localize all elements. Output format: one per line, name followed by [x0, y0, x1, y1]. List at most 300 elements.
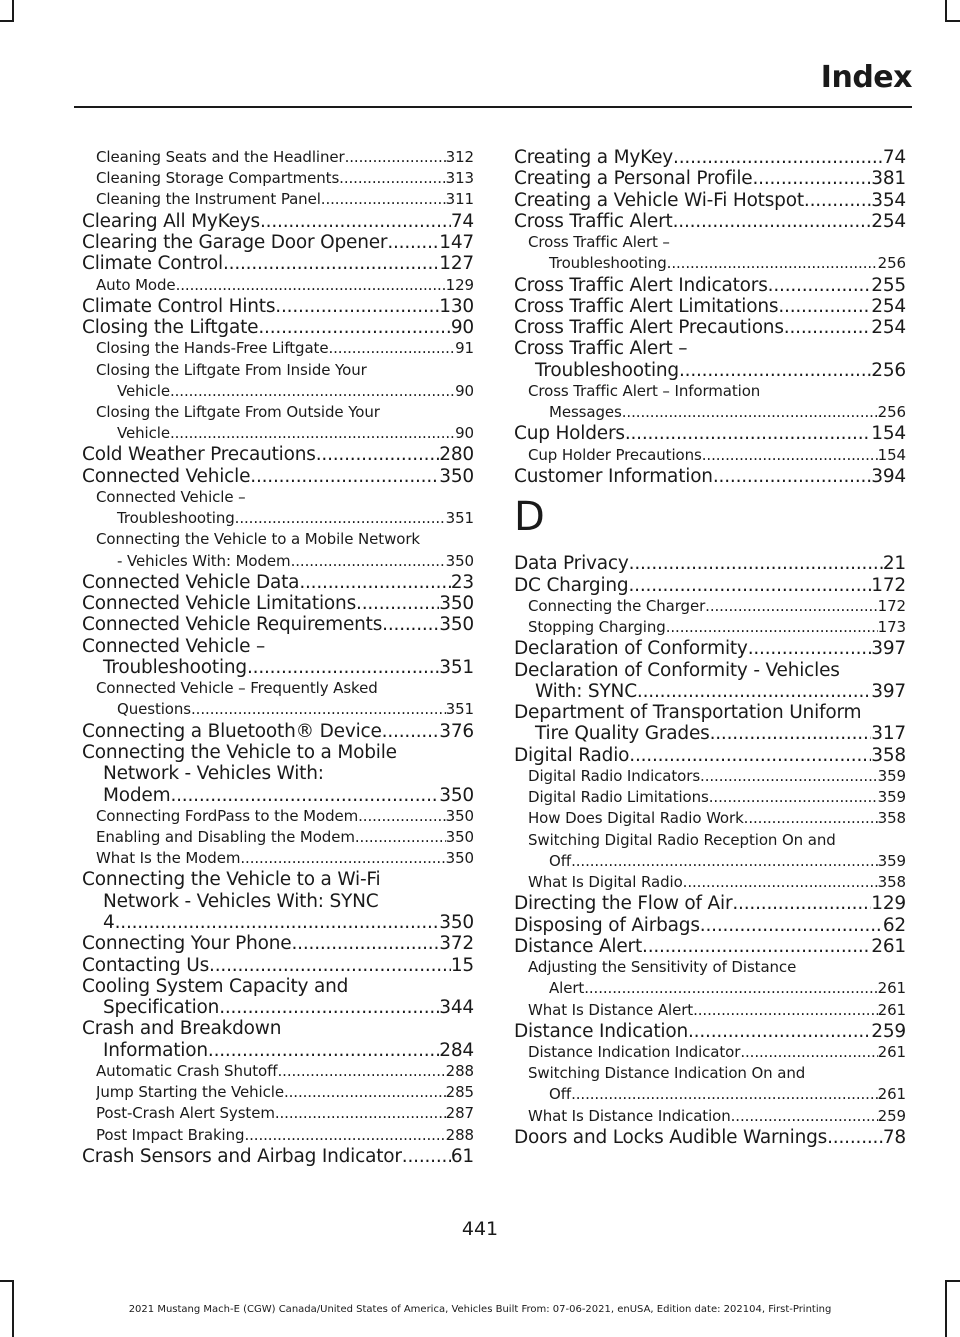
- index-entry-text: Cross Traffic Alert –: [514, 338, 688, 360]
- crop-mark: [945, 0, 947, 20]
- crop-mark: [0, 1280, 14, 1282]
- index-entry-row: [96, 338, 474, 359]
- index-entry-row: [514, 147, 906, 168]
- index-page-ref: 259: [877, 1106, 906, 1125]
- index-entry: [514, 660, 906, 703]
- index-page-ref: 256: [877, 403, 906, 422]
- page-title: Index: [820, 60, 912, 95]
- index-page-ref: 147: [439, 231, 474, 253]
- dot-leader: [784, 317, 872, 338]
- dot-leader: [629, 553, 883, 574]
- dot-leader: [629, 745, 871, 766]
- dot-leader: [219, 997, 439, 1018]
- index-entry: [514, 915, 906, 936]
- index-entry-text: Clearing All MyKeys: [82, 210, 260, 232]
- index-entry: [514, 296, 906, 317]
- index-entry-text: Digital Radio Limitations: [528, 788, 709, 807]
- index-entry-row: [96, 381, 474, 402]
- dot-leader: [250, 466, 439, 487]
- index-page-ref: 284: [439, 1039, 474, 1061]
- index-entry: [82, 572, 474, 593]
- index-entry-row: [82, 211, 474, 232]
- index-page-ref: 261: [871, 935, 906, 957]
- index-page-ref: 129: [445, 275, 474, 294]
- dot-leader: [170, 381, 455, 402]
- index-page-ref: 90: [455, 381, 474, 400]
- index-subentry: [514, 872, 906, 893]
- index-entry-row: [528, 978, 906, 999]
- dot-leader: [258, 317, 451, 338]
- dot-leader: [673, 211, 872, 232]
- index-page-ref: 261: [877, 1043, 906, 1062]
- index-section-letter: D: [514, 494, 545, 541]
- index-entry-row: [96, 168, 474, 189]
- index-page-ref: 350: [439, 912, 474, 933]
- dot-leader: [700, 766, 878, 787]
- index-entry-row: [528, 617, 906, 638]
- index-entry: [82, 232, 474, 253]
- index-entry-text: Connecting Your Phone: [82, 933, 292, 955]
- index-entry-text: 4: [103, 912, 115, 933]
- index-page-ref: 74: [450, 210, 474, 232]
- index-entry: [82, 466, 474, 487]
- index-entry-row: [96, 1103, 474, 1124]
- dot-leader: [358, 806, 446, 827]
- index-entry-text: Enabling and Disabling the Modem: [96, 828, 355, 846]
- index-entry-text: Crash Sensors and Airbag Indicator: [82, 1145, 402, 1167]
- index-entry-row: [514, 553, 906, 574]
- index-page-ref: 344: [439, 997, 474, 1019]
- index-entry-text: Troubleshooting: [549, 254, 667, 273]
- index-entry: [514, 1021, 906, 1042]
- index-page-ref: 280: [439, 444, 474, 466]
- index-entry-row: [82, 933, 474, 954]
- index-entry-row: [528, 445, 906, 466]
- dot-leader: [291, 933, 439, 954]
- index-entry-row: [82, 253, 474, 274]
- index-page-ref: 359: [877, 851, 906, 870]
- index-entry-row: [82, 614, 474, 635]
- dot-leader: [316, 444, 440, 465]
- dot-leader: [223, 253, 439, 274]
- dot-leader: [382, 721, 440, 742]
- index-entry: [514, 211, 906, 232]
- index-entry-text: Cross Traffic Alert –: [528, 233, 670, 252]
- dot-leader: [321, 189, 446, 210]
- index-column-left: [82, 147, 474, 1167]
- index-entry-text: With: SYNC: [535, 680, 637, 702]
- index-subentry: [514, 830, 906, 872]
- index-entry: [82, 253, 474, 274]
- dot-leader: [209, 955, 451, 976]
- index-page-ref: 172: [871, 574, 906, 596]
- index-entry-text: Cleaning Seats and the Headliner: [96, 148, 345, 166]
- index-page-ref: 359: [877, 767, 906, 786]
- dot-leader: [679, 360, 871, 381]
- index-entry-text: Cross Traffic Alert Precautions: [514, 317, 784, 339]
- index-entry-row: [528, 851, 906, 872]
- index-entry-text: Switching Digital Radio Reception On and: [528, 830, 836, 849]
- index-entry: [514, 1127, 906, 1148]
- index-page-ref: 287: [445, 1104, 474, 1123]
- dot-leader: [284, 1082, 446, 1103]
- index-column-right: [514, 147, 906, 1148]
- index-entry-row: [82, 657, 474, 678]
- index-entry-text: Alert: [549, 979, 585, 998]
- index-entry-row: [528, 808, 906, 829]
- index-entry-text: Disposing of Airbags: [514, 914, 700, 936]
- index-subentry: [514, 766, 906, 787]
- index-entry-text: Cleaning Storage Compartments: [96, 169, 340, 188]
- index-entry-row: [514, 1021, 906, 1042]
- index-entry-row: [514, 745, 906, 766]
- index-entry-text: Automatic Crash Shutoff: [96, 1062, 278, 1081]
- dot-leader: [666, 617, 878, 638]
- index-entry-text: Crash and Breakdown: [82, 1018, 282, 1040]
- index-subentry: [82, 487, 474, 529]
- dot-leader: [628, 575, 871, 596]
- dot-leader: [170, 785, 439, 806]
- index-entry-row: [96, 848, 474, 869]
- index-entry-text: Contacting Us: [82, 954, 210, 976]
- index-entry-row: [96, 699, 474, 720]
- index-entry: [514, 893, 906, 914]
- index-entry-row: [82, 721, 474, 742]
- index-page-ref: 261: [877, 979, 906, 998]
- index-entry-row: [514, 466, 906, 487]
- index-entry: [82, 593, 474, 614]
- dot-leader: [291, 551, 446, 572]
- index-entry-text: What Is Digital Radio: [528, 873, 683, 892]
- index-entry: [514, 553, 906, 574]
- index-page-ref: 350: [445, 551, 474, 570]
- index-entry-text: Distance Alert: [514, 935, 643, 957]
- index-entry-row: [514, 575, 906, 596]
- dot-leader: [339, 168, 445, 189]
- dot-leader: [191, 699, 446, 720]
- index-entry: [514, 638, 906, 659]
- index-entry-row: [528, 1106, 906, 1127]
- index-entry-text: Vehicle: [117, 381, 170, 400]
- index-page-ref: 288: [445, 1062, 474, 1081]
- index-page-ref: 15: [450, 954, 474, 976]
- index-subentry: [82, 848, 474, 869]
- dot-leader: [705, 596, 877, 617]
- dot-leader: [804, 190, 871, 211]
- index-entry-text: Digital Radio Indicators: [528, 767, 701, 786]
- index-entry-text: How Does Digital Radio Work: [528, 809, 744, 828]
- index-entry-text: Distance Indication Indicator: [528, 1043, 741, 1062]
- index-entry-row: [82, 444, 474, 465]
- index-entry-text: Connecting a Bluetooth® Device: [82, 720, 382, 742]
- index-entry-row: [528, 253, 906, 274]
- index-page-ref: 372: [439, 933, 474, 955]
- index-entry-text: Connected Vehicle –: [82, 635, 265, 657]
- index-entry: [514, 338, 906, 381]
- index-entry-row: [82, 593, 474, 614]
- index-entry-row: [514, 168, 906, 189]
- index-entry-text: Cross Traffic Alert: [514, 210, 673, 232]
- index-entry-text: Vehicle: [117, 424, 170, 443]
- index-entry-text: Specification: [103, 997, 220, 1019]
- dot-leader: [713, 466, 871, 487]
- index-page-ref: 358: [877, 873, 906, 892]
- index-page-ref: 78: [882, 1126, 906, 1148]
- index-entry: [82, 721, 474, 742]
- index-entry-row: [82, 317, 474, 338]
- index-entry-text: Auto Mode: [96, 275, 176, 294]
- index-entry-text: Adjusting the Sensitivity of Distance: [528, 958, 797, 977]
- dot-leader: [328, 338, 455, 359]
- index-entry-text: Cross Traffic Alert Limitations: [514, 295, 779, 317]
- index-entry-row: [528, 766, 906, 787]
- index-entry-row: [514, 275, 906, 296]
- index-page-ref: 358: [871, 744, 906, 766]
- index-entry: [82, 636, 474, 679]
- index-entry: [82, 976, 474, 1019]
- index-subentry: [514, 1042, 906, 1063]
- index-page-ref: 312: [445, 148, 474, 166]
- index-entry-text: What Is the Modem: [96, 849, 241, 868]
- index-entry-text: Customer Information: [514, 465, 713, 487]
- index-entry-row: [514, 423, 906, 444]
- index-entry: [82, 614, 474, 635]
- index-entry-text: Troubleshooting: [535, 359, 679, 381]
- index-entry-text: Cold Weather Precautions: [82, 444, 316, 466]
- dot-leader: [702, 445, 878, 466]
- index-page-ref: 397: [871, 638, 906, 660]
- index-entry-text: Cup Holders: [514, 423, 625, 445]
- index-entry: [82, 211, 474, 232]
- index-entry-text: Closing the Hands-Free Liftgate: [96, 339, 329, 358]
- dot-leader: [768, 275, 872, 296]
- index-entry-text: Connected Vehicle Requirements: [82, 614, 383, 636]
- dot-leader: [345, 147, 446, 168]
- index-entry-row: [514, 638, 906, 659]
- index-page-ref: 359: [877, 788, 906, 807]
- index-page-ref: 351: [439, 656, 474, 678]
- index-entry-text: Climate Control Hints: [82, 295, 276, 317]
- dot-leader: [700, 915, 883, 936]
- index-entry-row: [514, 681, 906, 702]
- index-entry-text: What Is Distance Alert: [528, 1000, 694, 1019]
- dot-leader: [709, 787, 878, 808]
- index-page-ref: 23: [450, 571, 474, 593]
- index-entry-row: [514, 211, 906, 232]
- index-entry-row: [528, 787, 906, 808]
- index-page-ref: 313: [445, 169, 474, 188]
- index-entry-row: [514, 1127, 906, 1148]
- index-entry-row: [96, 827, 474, 848]
- dot-leader: [625, 423, 871, 444]
- index-subentry: [82, 189, 474, 210]
- dot-leader: [355, 827, 446, 848]
- index-entry-row: [514, 893, 906, 914]
- index-subentry: [82, 529, 474, 571]
- dot-leader: [240, 848, 445, 869]
- dot-leader: [115, 912, 440, 933]
- index-entry-row: [528, 872, 906, 893]
- index-page-ref: 21: [882, 553, 906, 575]
- index-entry-text: Messages: [549, 403, 622, 422]
- index-entry-text: Off: [549, 1085, 572, 1104]
- index-entry-row: [82, 912, 474, 933]
- index-entry: [514, 147, 906, 168]
- index-subentry: [82, 1103, 474, 1124]
- index-entry-row: [96, 508, 474, 529]
- index-page-ref: 394: [871, 465, 906, 487]
- dot-leader: [778, 296, 871, 317]
- index-page-ref: 154: [871, 423, 906, 445]
- dot-leader: [731, 1106, 878, 1127]
- index-subentry: [514, 1106, 906, 1127]
- index-entry: [514, 275, 906, 296]
- index-entry: [514, 466, 906, 487]
- dot-leader: [260, 211, 451, 232]
- index-entry: [514, 190, 906, 211]
- index-entry-row: [82, 466, 474, 487]
- index-page-ref: 381: [871, 168, 906, 190]
- index-entry: [82, 742, 474, 806]
- index-entry-text: Connecting the Vehicle to a Mobile Network: [96, 530, 420, 549]
- index-entry: [82, 1146, 474, 1167]
- index-page-ref: 90: [455, 424, 474, 443]
- index-entry-text: Questions: [117, 700, 192, 719]
- crop-mark: [0, 20, 14, 22]
- index-entry-text: Connecting FordPass to the Modem: [96, 806, 359, 825]
- index-subentry: [514, 787, 906, 808]
- index-entry-row: [514, 723, 906, 744]
- dot-leader: [247, 657, 439, 678]
- dot-leader: [710, 723, 872, 744]
- index-entry-row: [528, 596, 906, 617]
- dot-leader: [275, 1103, 446, 1124]
- index-page-ref: 254: [871, 295, 906, 317]
- dot-leader: [683, 872, 878, 893]
- crop-mark: [12, 0, 14, 20]
- index-entry-row: [514, 936, 906, 957]
- dot-leader: [637, 681, 871, 702]
- index-entry-row: [528, 1084, 906, 1105]
- index-subentry: [82, 1125, 474, 1146]
- index-page-ref: 397: [871, 680, 906, 702]
- index-entry-text: Cross Traffic Alert Indicators: [514, 274, 768, 296]
- index-subentry: [82, 1061, 474, 1082]
- index-entry-text: Doors and Locks Audible Warnings: [514, 1126, 828, 1148]
- index-page-ref: 259: [871, 1020, 906, 1042]
- index-page-ref: 350: [439, 465, 474, 487]
- index-entry-text: Cross Traffic Alert – Information: [528, 382, 761, 401]
- dot-leader: [176, 275, 446, 296]
- index-entry-text: Department of Transportation Uniform: [514, 702, 862, 724]
- index-entry-text: Creating a MyKey: [514, 147, 674, 168]
- page-number: 441: [461, 1218, 499, 1240]
- dot-leader: [688, 1021, 871, 1042]
- index-entry: [514, 702, 906, 745]
- index-entry-text: Connected Vehicle: [82, 465, 251, 487]
- dot-leader: [642, 936, 871, 957]
- index-subentry: [514, 1000, 906, 1021]
- dot-leader: [732, 893, 871, 914]
- index-entry: [82, 955, 474, 976]
- index-subentry: [514, 596, 906, 617]
- index-subentry: [514, 232, 906, 274]
- index-entry-text: Off: [549, 851, 572, 870]
- index-entry-row: [96, 806, 474, 827]
- index-entry: [82, 1018, 474, 1061]
- dot-leader: [571, 851, 878, 872]
- index-entry-text: Network - Vehicles With: SYNC: [103, 890, 379, 912]
- index-page-ref: 255: [871, 274, 906, 296]
- index-subentry: [82, 168, 474, 189]
- index-page-ref: 317: [871, 723, 906, 745]
- index-entry: [514, 317, 906, 338]
- index-page-ref: 354: [871, 189, 906, 211]
- dot-leader: [244, 1125, 445, 1146]
- index-entry-text: Data Privacy: [514, 553, 629, 575]
- dot-leader: [299, 572, 451, 593]
- index-page-ref: 288: [445, 1125, 474, 1144]
- index-entry-text: - Vehicles With: Modem: [117, 551, 291, 570]
- index-entry-row: [82, 232, 474, 253]
- index-page-ref: 358: [877, 809, 906, 828]
- index-subentry: [514, 617, 906, 638]
- index-entry-row: [96, 423, 474, 444]
- index-entry-text: Switching Distance Indication On and: [528, 1064, 806, 1083]
- dot-leader: [208, 1040, 439, 1061]
- index-entry: [514, 936, 906, 957]
- index-entry: [514, 423, 906, 444]
- index-entry-row: [82, 955, 474, 976]
- dot-leader: [752, 168, 871, 189]
- index-subentry: [82, 806, 474, 827]
- index-page-ref: 256: [871, 359, 906, 381]
- index-entry-text: Connected Vehicle Data: [82, 571, 300, 593]
- index-page-ref: 351: [445, 509, 474, 528]
- index-entry-text: Closing the Liftgate From Outside Your: [96, 402, 380, 421]
- index-entry-row: [96, 1125, 474, 1146]
- index-entry: [514, 575, 906, 596]
- index-entry-text: Climate Control: [82, 253, 223, 275]
- dot-leader: [673, 147, 883, 168]
- index-entry-text: Modem: [103, 784, 171, 806]
- dot-leader: [748, 638, 872, 659]
- crop-mark: [945, 20, 960, 22]
- index-entry-text: Connecting the Charger: [528, 596, 706, 615]
- dot-leader: [387, 232, 439, 253]
- index-entry-row: [528, 402, 906, 423]
- index-entry: [514, 168, 906, 189]
- index-entry-text: Creating a Personal Profile: [514, 168, 753, 190]
- index-entry-row: [82, 572, 474, 593]
- index-subentry: [514, 808, 906, 829]
- dot-leader: [667, 253, 878, 274]
- index-entry-text: Connected Vehicle Limitations: [82, 593, 357, 615]
- index-page-ref: 285: [445, 1083, 474, 1102]
- dot-leader: [402, 1146, 451, 1167]
- index-page-ref: 351: [445, 700, 474, 719]
- index-entry-text: Declaration of Conformity: [514, 638, 748, 660]
- index-entry-row: [82, 296, 474, 317]
- index-subentry: [514, 445, 906, 466]
- index-subentry: [82, 360, 474, 402]
- dot-leader: [571, 1084, 878, 1105]
- index-entry-text: Network - Vehicles With:: [103, 763, 324, 785]
- index-entry-text: Connecting the Vehicle to a Mobile: [82, 741, 397, 763]
- index-entry-text: Connected Vehicle –: [96, 487, 246, 506]
- index-page-ref: 311: [445, 190, 474, 209]
- index-page-ref: 261: [877, 1000, 906, 1019]
